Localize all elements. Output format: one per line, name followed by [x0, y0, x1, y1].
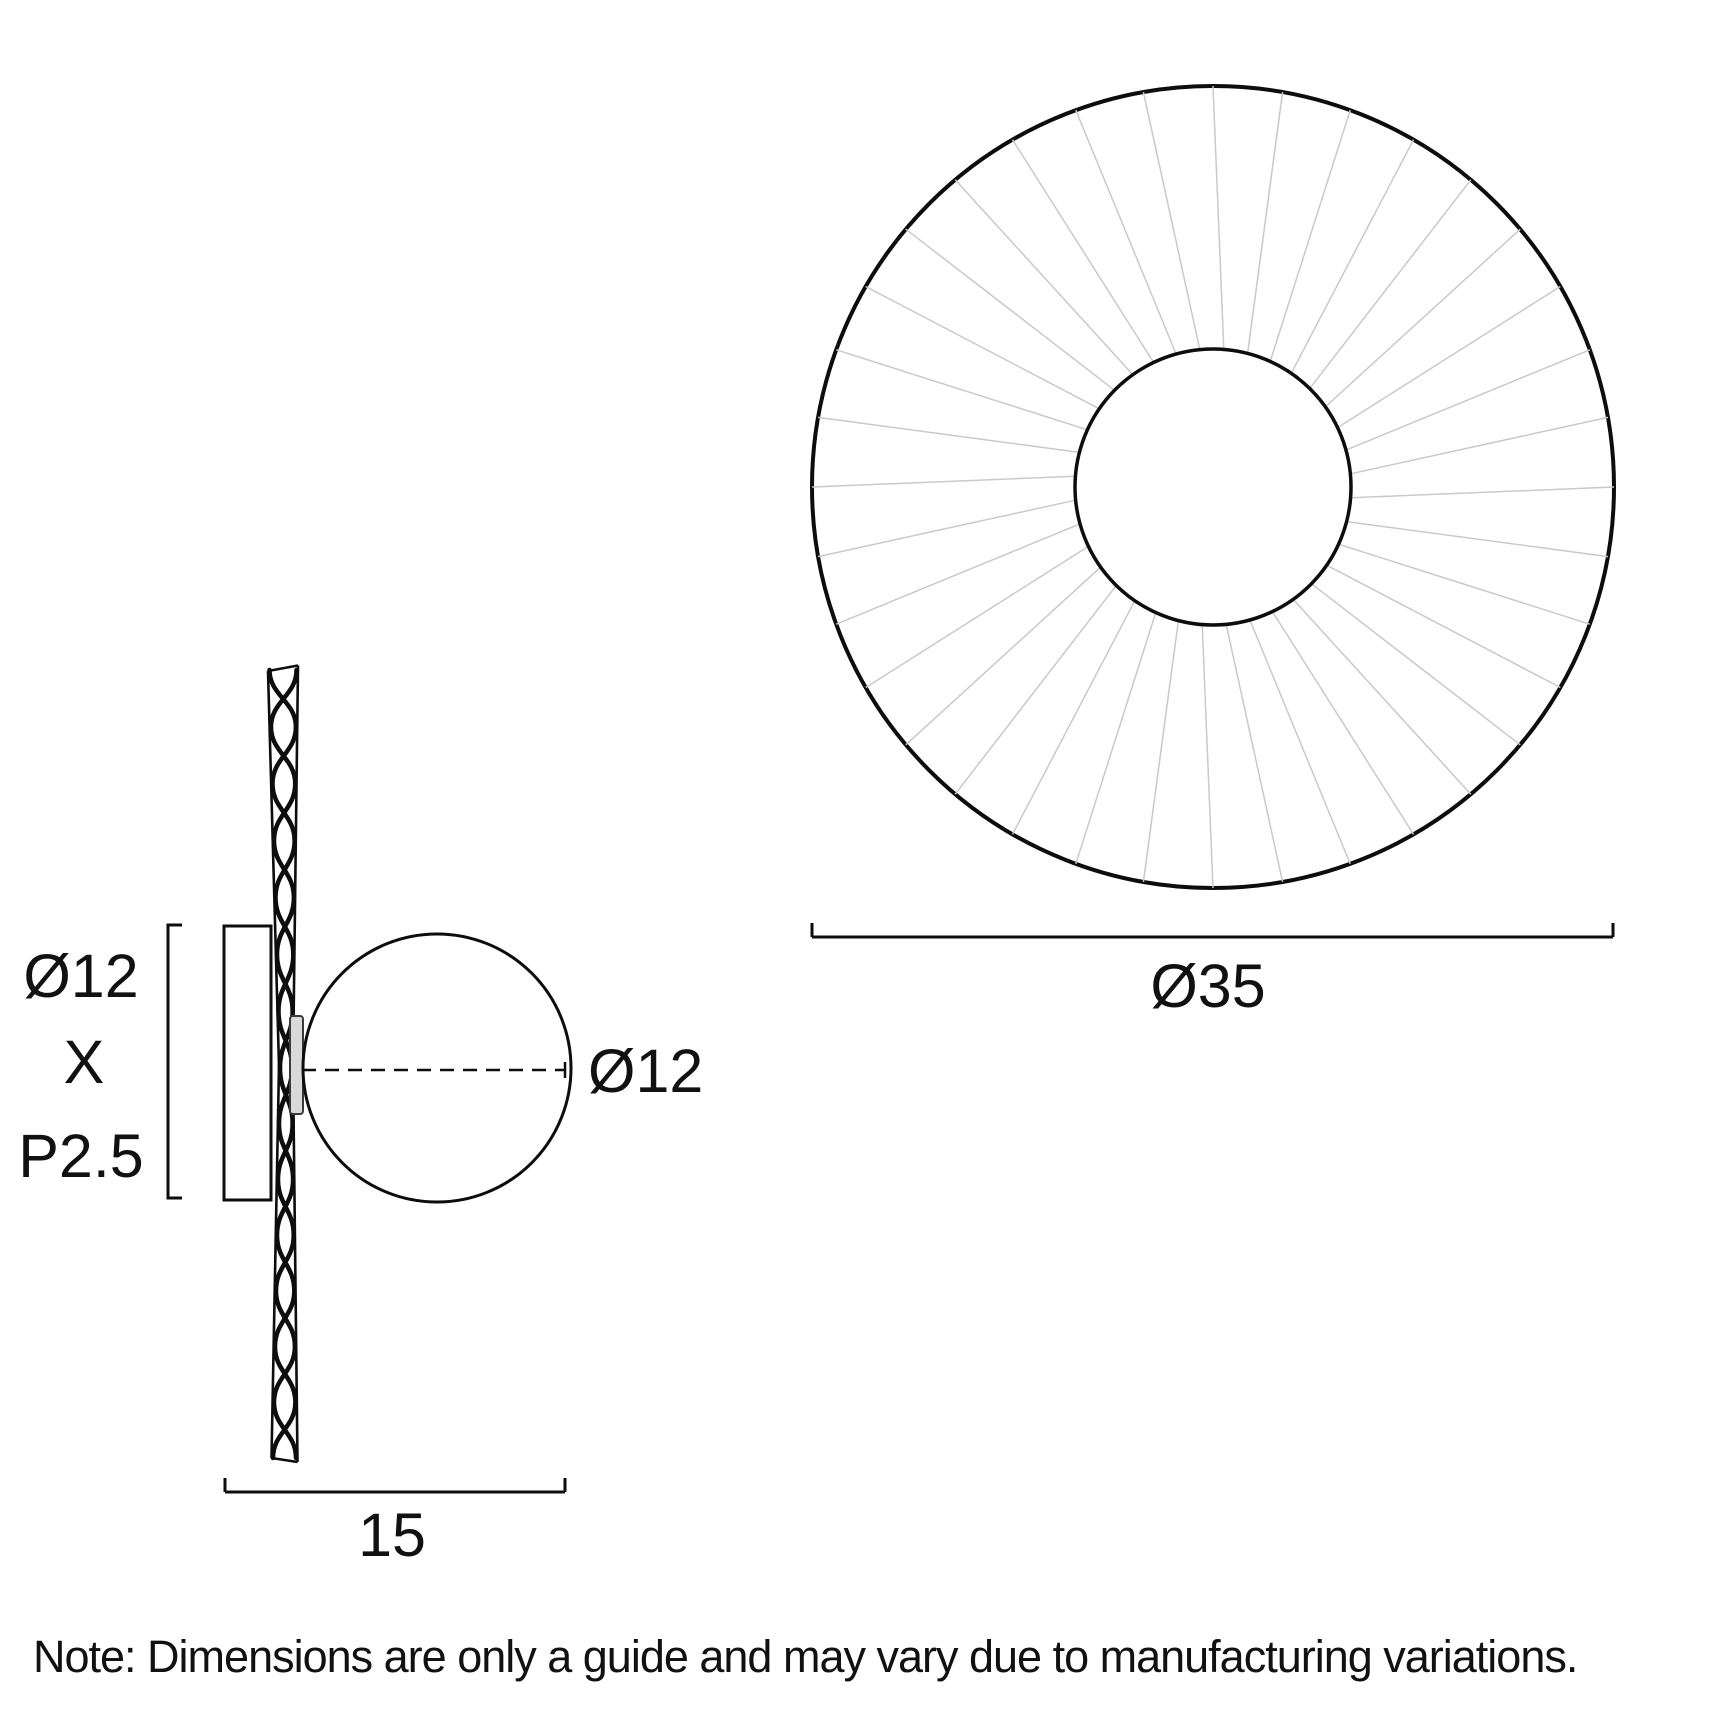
depth-dimension	[225, 1478, 565, 1492]
fitting-dimension-bracket	[168, 925, 182, 1198]
depth-label: 15	[358, 1501, 426, 1569]
front-diameter-label: Ø35	[1150, 952, 1266, 1020]
wall-plate	[224, 926, 271, 1200]
glass-globe	[303, 934, 571, 1202]
front-view	[812, 86, 1614, 1020]
pleated-disc-inner-circle	[1075, 349, 1351, 625]
ribbon-bottom-cap	[272, 1458, 298, 1462]
fitting-dimension-line2: X	[63, 1028, 105, 1096]
globe-diameter-label: Ø12	[588, 1037, 704, 1105]
fitting-dimension-label	[18, 942, 144, 1190]
front-diameter-dimension	[812, 923, 1613, 937]
side-view	[18, 666, 703, 1570]
fitting-dimension-line1: Ø12	[23, 942, 139, 1010]
ribbon-top-cap	[268, 666, 298, 672]
globe-connector	[290, 1016, 303, 1114]
manufacturing-note: Note: Dimensions are only a guide and may vary due to manufacturing variations.	[33, 1631, 1578, 1682]
fitting-dimension-line3: P2.5	[18, 1122, 144, 1190]
